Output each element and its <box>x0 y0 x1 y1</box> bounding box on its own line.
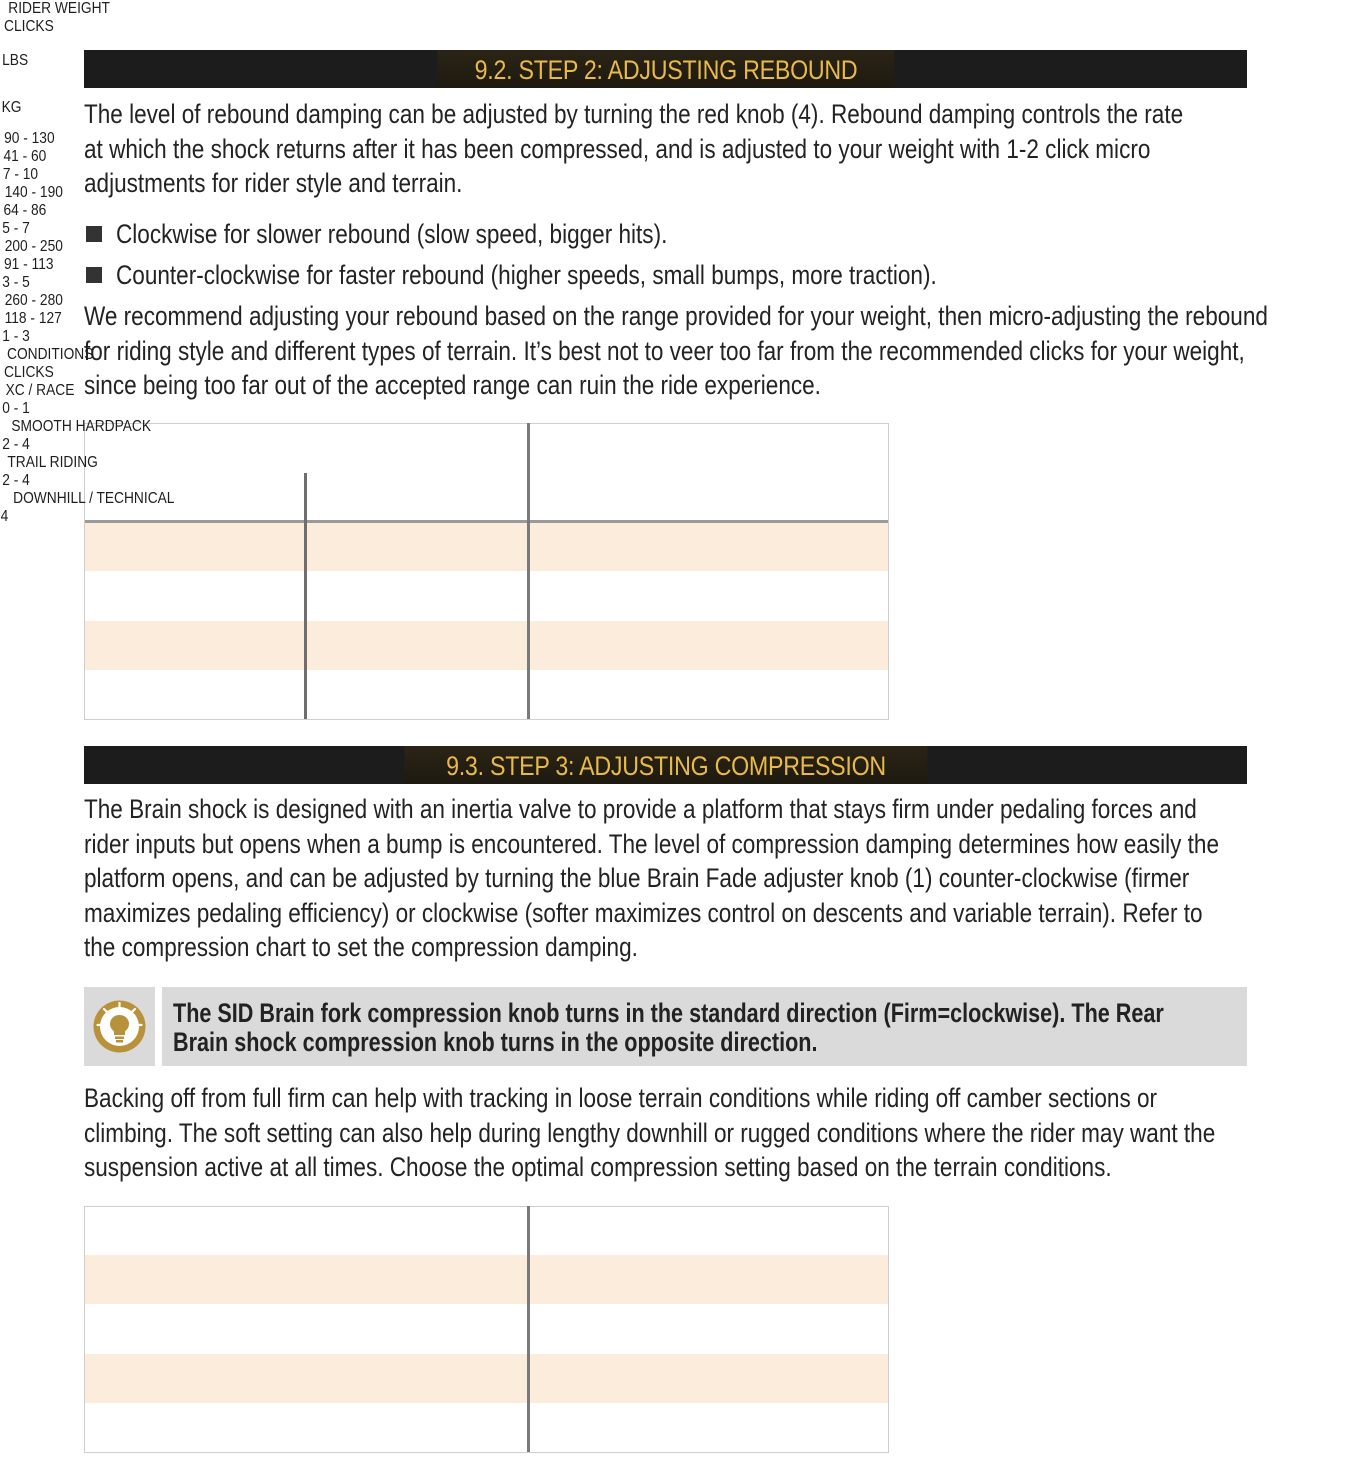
rebound-recommend-paragraph <box>84 299 1268 403</box>
section-header-rebound <box>84 50 1247 88</box>
cell-condition: TRAIL RIDING <box>7 454 98 471</box>
cell-clicks: 1 - 3 <box>2 328 30 345</box>
table-row <box>85 523 888 571</box>
text-line: The Brain shock is designed with an inertia valve to provide a platform that stays firm under pedaling forces and <box>84 794 1197 824</box>
square-bullet-icon <box>86 267 102 283</box>
text-line: at which the shock returns after it has been compressed, and is adjusted to your weight with 1-2 click micro <box>84 133 1151 164</box>
text-line: platform opens, and can be adjusted by turning the blue Brain Fade adjuster knob (1) counter-clockwise (firmer <box>84 863 1190 893</box>
subheader-kg: KG <box>1 99 22 116</box>
table-row <box>85 670 888 719</box>
cell-clicks: 7 - 10 <box>2 166 39 183</box>
column-header-rider-weight: RIDER WEIGHT <box>8 0 110 17</box>
cell-clicks: 2 - 4 <box>2 472 30 489</box>
text-line: the compression chart to set the compression damping. <box>84 932 638 962</box>
column-header-conditions: CONDITIONS <box>7 346 94 363</box>
square-bullet-icon <box>86 226 102 242</box>
text-line: suspension active at all times. Choose the optimal compression setting based on the terrain conditions. <box>84 1152 1112 1182</box>
bullet-text: Counter-clockwise for faster rebound (higher speeds, small bumps, more traction). <box>116 260 937 290</box>
cell-condition: SMOOTH HARDPACK <box>11 418 152 435</box>
bullet-text: Clockwise for slower rebound (slow speed, bigger hits). <box>116 219 668 249</box>
cell-lbs: 140 - 190 <box>4 184 63 201</box>
cell-lbs: 260 - 280 <box>4 292 63 309</box>
cell-clicks: 3 - 5 <box>2 274 30 291</box>
cell-kg: 41 - 60 <box>3 148 47 165</box>
section-title-compression: 9.3. STEP 3: ADJUSTING COMPRESSION <box>404 746 927 784</box>
table-row <box>85 572 888 621</box>
cell-clicks: 4 <box>0 508 9 525</box>
text-line: rider inputs but opens when a bump is encountered. The level of compression damping determines how easily the <box>84 828 1219 859</box>
column-divider <box>527 1206 530 1452</box>
lightbulb-icon <box>84 987 155 1066</box>
text-line: climbing. The soft setting can also help during lengthy downhill or rugged conditions where the rider may want the <box>84 1117 1216 1148</box>
cell-lbs: 90 - 130 <box>4 130 55 147</box>
table-row <box>85 1354 888 1403</box>
cell-clicks: 5 - 7 <box>2 220 30 237</box>
table-row <box>85 1304 888 1354</box>
cell-kg: 118 - 127 <box>4 310 62 327</box>
cell-lbs: 200 - 250 <box>4 238 63 255</box>
compression-intro-paragraph <box>84 792 1236 965</box>
text-line: adjustments for rider style and terrain. <box>84 168 463 198</box>
text-line: We recommend adjusting your rebound based on the range provided for your weight, then micro-adjusting the rebound <box>84 301 1268 331</box>
cell-kg: 91 - 113 <box>4 256 54 273</box>
subheader-row <box>85 473 888 520</box>
section-header-compression <box>84 746 1247 784</box>
column-divider <box>304 473 307 719</box>
column-divider <box>527 423 530 719</box>
text-line: maximizes pedaling efficiency) or clockwise (softer maximizes control on descents and variable terrain). Refer to <box>84 897 1203 928</box>
text-line: The level of rebound damping can be adjusted by turning the red knob (4). Rebound damping controls the rate <box>84 99 1184 129</box>
subheader-lbs: LBS <box>2 52 29 69</box>
cell-condition: DOWNHILL / TECHNICAL <box>13 490 175 507</box>
column-header-clicks: CLICKS <box>4 18 54 35</box>
text-line: Backing off from full firm can help with tracking in loose terrain conditions while riding off camber sections or <box>84 1083 1158 1113</box>
note-icon-container <box>84 987 155 1066</box>
cell-clicks: 2 - 4 <box>2 436 30 453</box>
cell-kg: 64 - 86 <box>3 202 47 219</box>
note-text <box>173 999 1205 1056</box>
rebound-intro-paragraph <box>84 97 1236 201</box>
text-line: since being too far out of the accepted range can ruin the ride experience. <box>84 370 821 400</box>
text-line: for riding style and different types of terrain. It’s best not to veer too far from the recommended clicks for your weight, <box>84 335 1245 366</box>
column-header-clicks: CLICKS <box>4 364 54 381</box>
backing-off-paragraph <box>84 1081 1236 1185</box>
table-row <box>85 1255 888 1304</box>
text-line: Brain shock compression knob turns in the opposite direction. <box>173 1026 818 1057</box>
cell-clicks: 0 - 1 <box>2 400 30 417</box>
text-line: The SID Brain fork compression knob turns in the standard direction (Firm=clockwise). The Rear <box>173 998 1164 1028</box>
table-row <box>85 1403 888 1452</box>
section-title-rebound: 9.2. STEP 2: ADJUSTING REBOUND <box>437 50 894 88</box>
table-row <box>85 621 888 670</box>
cell-condition: XC / RACE <box>5 382 75 399</box>
